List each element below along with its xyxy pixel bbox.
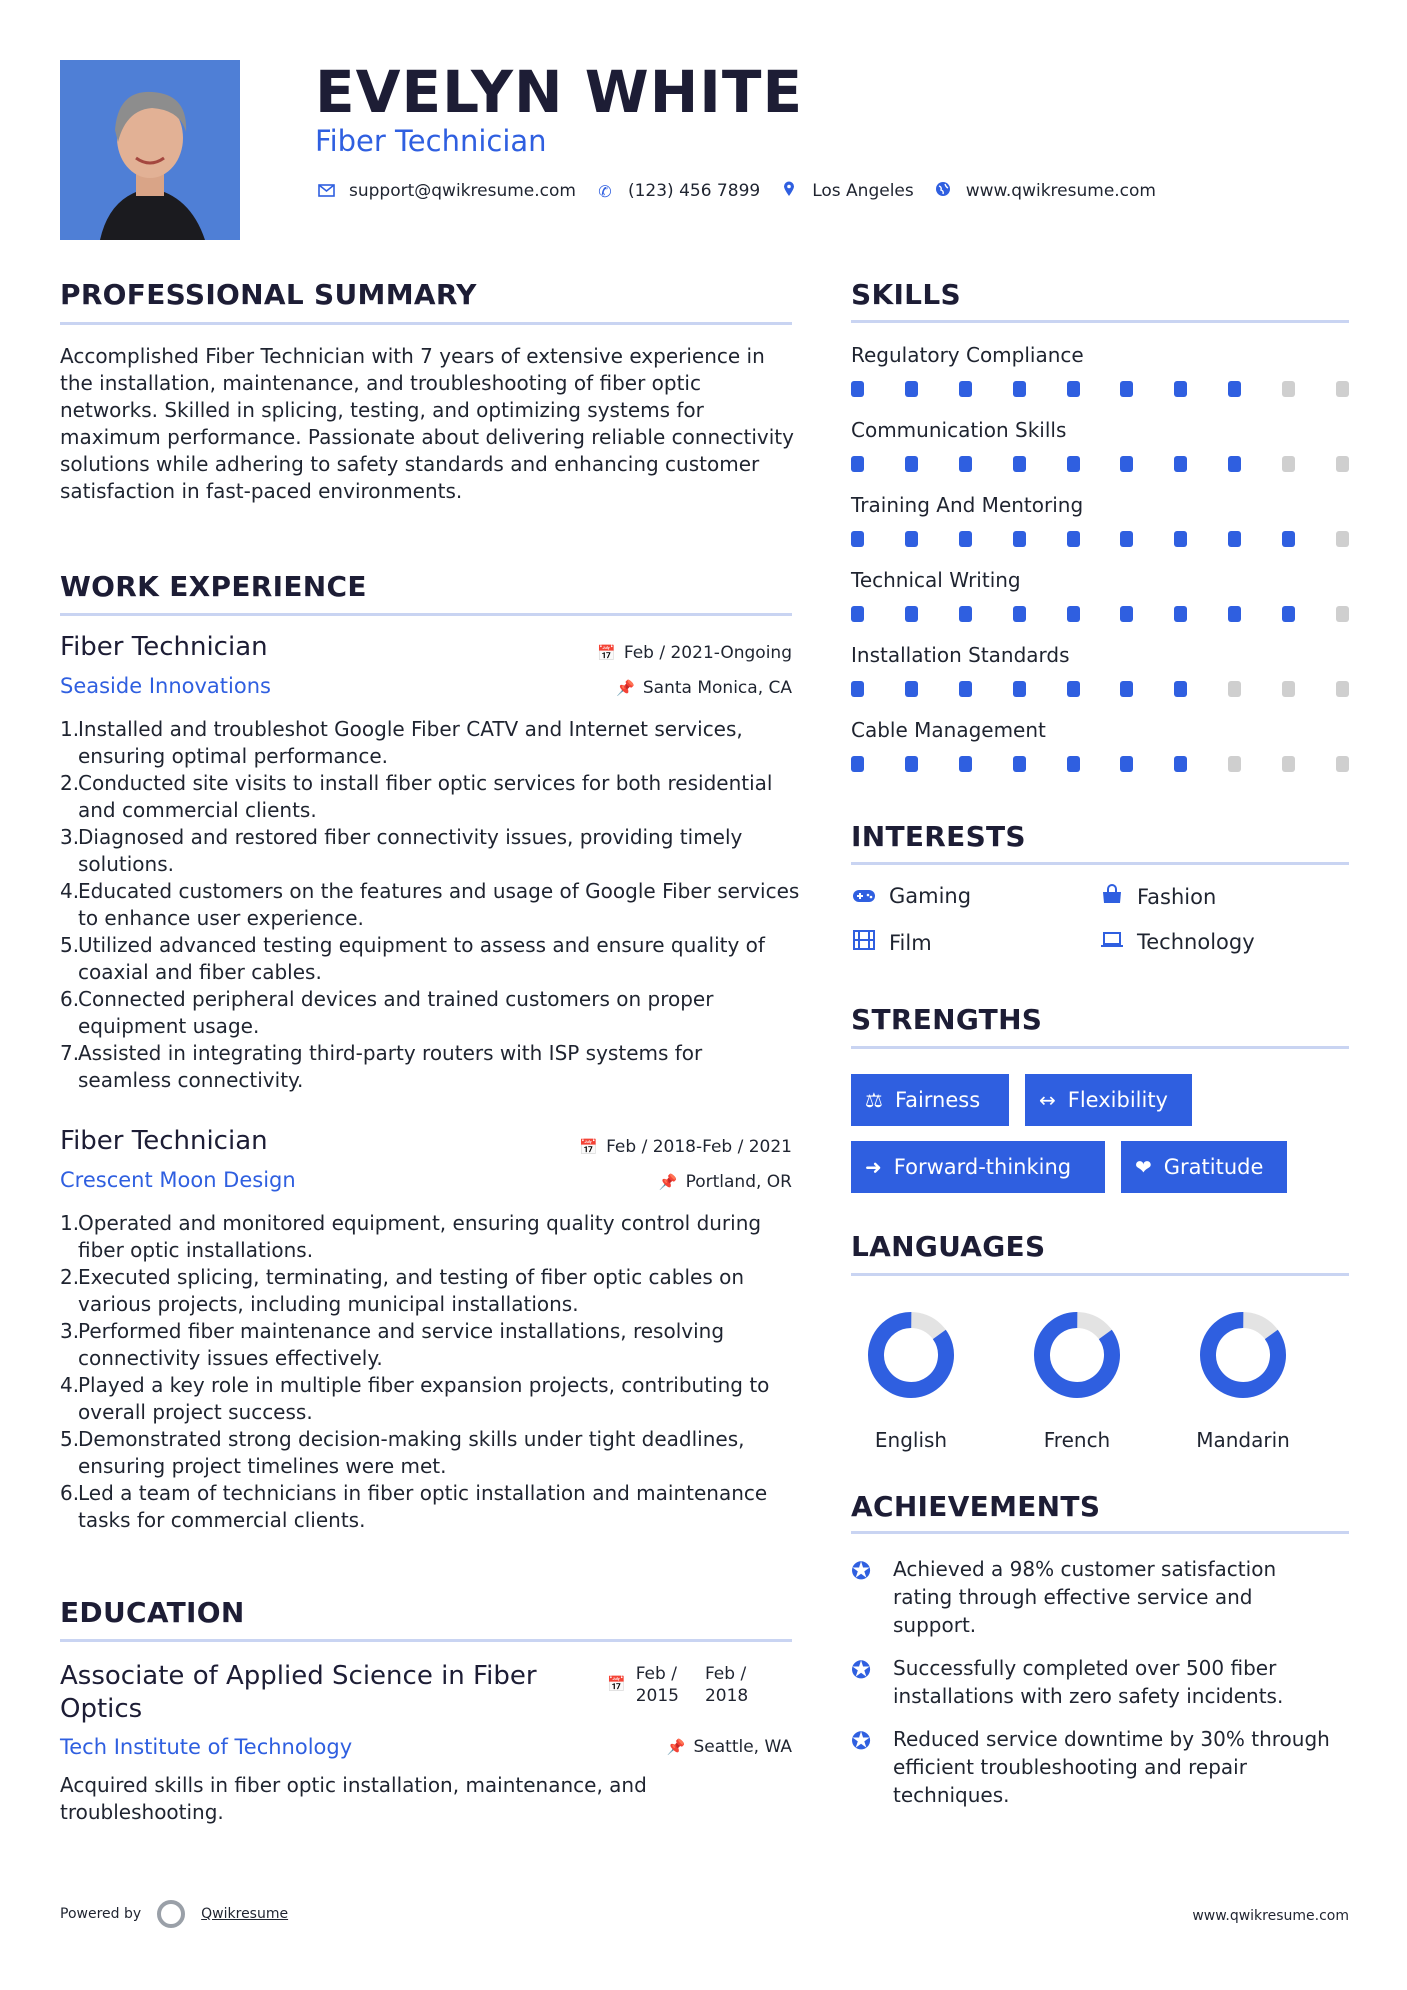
skill-dot-filled xyxy=(1067,681,1080,697)
balance-scale-icon: ⚖ xyxy=(865,1088,883,1112)
skill-dot-filled xyxy=(1013,381,1026,397)
language-donut xyxy=(1032,1310,1122,1400)
job-title: Fiber Technician xyxy=(60,632,268,662)
skill-level-dots xyxy=(851,756,1349,772)
arrow-right-icon: ➜ xyxy=(865,1155,882,1179)
list-item: Educated customers on the features and usage of Google Fiber services to enhance user experience. xyxy=(78,879,800,930)
skill-dot-filled xyxy=(959,756,972,772)
skill-dot-filled xyxy=(1120,606,1133,622)
skill-dot-empty xyxy=(1336,456,1349,472)
qwikresume-logo-icon xyxy=(157,1900,185,1928)
skill-dot-filled xyxy=(1174,756,1187,772)
list-item: Connected peripheral devices and trained customers on proper equipment usage. xyxy=(78,987,714,1038)
skill-dot-empty xyxy=(1336,681,1349,697)
skill-dot-filled xyxy=(905,531,918,547)
list-item: Demonstrated strong decision-making skills under tight deadlines, ensuring project timelines were met. xyxy=(78,1427,745,1478)
strength-badge: ❤ Gratitude xyxy=(1121,1141,1287,1193)
skill-dot-filled xyxy=(959,456,972,472)
heart-icon: ❤ xyxy=(1135,1155,1152,1179)
skill-name: Regulatory Compliance xyxy=(851,343,1084,367)
skill-level-dots xyxy=(851,681,1349,697)
achievements-rule xyxy=(851,1531,1349,1534)
experience-heading: WORK EXPERIENCE xyxy=(60,570,367,603)
skill-dot-empty xyxy=(1282,756,1295,772)
list-item: Performed fiber maintenance and service installations, resolving connectivity issues effectively. xyxy=(78,1319,725,1370)
skill-level-dots xyxy=(851,531,1349,547)
profile-photo xyxy=(60,60,240,240)
education-school: Tech Institute of Technology xyxy=(60,1735,353,1759)
summary-text: Accomplished Fiber Technician with 7 years of extensive experience in the installation, maintenance, and troubleshooting of fiber optic networks. Skilled in splicing, testing, and optimizing systems for maximum performance. Passionate about delivering reliable connectivity solutions while adhering to safety standards and enhancing customer satisfaction in fast-paced environments. xyxy=(60,344,794,503)
job-location: 📌 Portland, OR xyxy=(658,1172,792,1192)
film-icon xyxy=(851,930,877,955)
skill-dot-filled xyxy=(905,606,918,622)
interest-item: Film xyxy=(851,930,932,955)
skill-dot-filled xyxy=(851,681,864,697)
laptop-icon xyxy=(1099,930,1125,954)
skill-dot-empty xyxy=(1336,531,1349,547)
interest-item: Fashion xyxy=(1099,884,1216,909)
skill-dot-filled xyxy=(1120,531,1133,547)
skill-dot-filled xyxy=(1282,606,1295,622)
education-rule xyxy=(60,1639,792,1642)
strength-badge: ↔ Flexibility xyxy=(1025,1074,1192,1126)
education-location: 📌 Seattle, WA xyxy=(666,1737,792,1757)
language-donut xyxy=(1198,1310,1288,1400)
star-icon: ✪ xyxy=(851,1656,872,1684)
skill-dot-filled xyxy=(851,606,864,622)
skill-name: Training And Mentoring xyxy=(851,493,1084,517)
job-company: Crescent Moon Design xyxy=(60,1168,296,1192)
list-item: Executed splicing, terminating, and testing of fiber optic cables on various projects, including municipal installations. xyxy=(78,1265,745,1316)
skill-dot-filled xyxy=(1228,606,1241,622)
list-item: Led a team of technicians in fiber optic installation and maintenance tasks for commercial clients. xyxy=(78,1481,768,1532)
languages-heading: LANGUAGES xyxy=(851,1230,1046,1263)
skill-dot-filled xyxy=(1013,606,1026,622)
job-dates: 📅 Feb / 2021-Ongoing xyxy=(597,643,792,663)
contact-location: Los Angeles xyxy=(778,181,914,201)
skill-dot-filled xyxy=(851,531,864,547)
pushpin-icon: 📌 xyxy=(658,1173,678,1191)
strengths-rule xyxy=(851,1046,1349,1049)
skill-dot-filled xyxy=(1120,681,1133,697)
education-dates: 📅 Feb / 2015 Feb / 2018 xyxy=(607,1664,749,1706)
list-item: Conducted site visits to install fiber optic services for both residential and commercial clients. xyxy=(78,771,773,822)
education-description: Acquired skills in fiber optic installation, maintenance, and troubleshooting. xyxy=(60,1773,647,1824)
education-heading: EDUCATION xyxy=(60,1596,245,1629)
skill-dot-filled xyxy=(1067,756,1080,772)
achievement-item: ✪ Achieved a 98% customer satisfaction rating through effective service and support. xyxy=(851,1557,1277,1637)
skill-dot-empty xyxy=(1228,756,1241,772)
strengths-heading: STRENGTHS xyxy=(851,1003,1043,1036)
skill-dot-filled xyxy=(851,456,864,472)
list-item: Operated and monitored equipment, ensuring quality control during fiber optic installations. xyxy=(78,1211,762,1262)
job-location: 📌 Santa Monica, CA xyxy=(616,678,792,698)
skill-dot-filled xyxy=(1120,756,1133,772)
strength-badge: ➜ Forward-thinking xyxy=(851,1141,1105,1193)
strength-badge: ⚖ Fairness xyxy=(851,1074,1009,1126)
skills-heading: SKILLS xyxy=(851,278,961,311)
candidate-title: Fiber Technician xyxy=(315,124,547,158)
skill-level-dots xyxy=(851,606,1349,622)
contact-email[interactable]: support@qwikresume.com xyxy=(315,181,576,201)
skill-dot-filled xyxy=(959,381,972,397)
skill-dot-filled xyxy=(1067,456,1080,472)
pushpin-icon: 📌 xyxy=(666,1738,686,1756)
list-item: Played a key role in multiple fiber expansion projects, contributing to overall project success. xyxy=(78,1373,770,1424)
footer-website-link[interactable]: www.qwikresume.com xyxy=(1192,1908,1349,1924)
skill-dot-empty xyxy=(1282,381,1295,397)
skill-dot-filled xyxy=(1174,681,1187,697)
skill-dot-filled xyxy=(1120,381,1133,397)
calendar-icon: 📅 xyxy=(607,1675,626,1693)
language-donut xyxy=(866,1310,956,1400)
star-icon: ✪ xyxy=(851,1727,872,1755)
language-name: French xyxy=(1043,1428,1111,1452)
list-item: Assisted in integrating third-party routers with ISP systems for seamless connectivity. xyxy=(78,1041,703,1092)
skill-dot-filled xyxy=(1228,531,1241,547)
language-item xyxy=(1163,1310,1323,1452)
languages-rule xyxy=(851,1273,1349,1276)
skill-dot-filled xyxy=(905,681,918,697)
summary-heading: PROFESSIONAL SUMMARY xyxy=(60,278,477,311)
candidate-name: EVELYN WHITE xyxy=(315,58,804,126)
map-pin-icon xyxy=(778,181,800,201)
skill-dot-filled xyxy=(905,756,918,772)
pushpin-icon: 📌 xyxy=(616,679,635,697)
language-name: English xyxy=(874,1428,948,1452)
interest-item: Technology xyxy=(1099,930,1255,954)
skill-dot-filled xyxy=(1174,531,1187,547)
experience-rule xyxy=(60,613,792,616)
skill-dot-filled xyxy=(1174,381,1187,397)
skill-name: Installation Standards xyxy=(851,643,1070,667)
skill-name: Communication Skills xyxy=(851,418,1067,442)
skill-name: Technical Writing xyxy=(851,568,1021,592)
skill-dot-filled xyxy=(851,756,864,772)
interest-item: Gaming xyxy=(851,884,971,908)
job-duties-list xyxy=(60,716,800,1094)
calendar-icon: 📅 xyxy=(579,1138,599,1156)
achievement-item: ✪ Successfully completed over 500 fiber installations with zero safety incidents. xyxy=(851,1656,1284,1708)
envelope-icon xyxy=(315,182,337,201)
interests-rule xyxy=(851,862,1349,865)
arrows-horizontal-icon: ↔ xyxy=(1039,1088,1056,1112)
skill-dot-filled xyxy=(1228,381,1241,397)
job-title: Fiber Technician xyxy=(60,1126,268,1156)
contact-phone[interactable]: ✆ (123) 456 7899 xyxy=(594,181,760,201)
skill-dot-filled xyxy=(1174,606,1187,622)
job-dates: 📅 Feb / 2018-Feb / 2021 xyxy=(579,1137,792,1157)
skill-dot-empty xyxy=(1282,681,1295,697)
skill-dot-empty xyxy=(1336,606,1349,622)
interests-heading: INTERESTS xyxy=(851,820,1026,853)
skill-dot-filled xyxy=(1228,456,1241,472)
footer-powered-by: Powered by Qwikresume xyxy=(60,1900,288,1928)
skill-dot-filled xyxy=(1013,681,1026,697)
contact-bar xyxy=(315,181,1174,201)
language-name: Mandarin xyxy=(1196,1428,1290,1452)
skill-dot-filled xyxy=(1120,456,1133,472)
skill-dot-filled xyxy=(1013,456,1026,472)
footer-brand-link[interactable]: Qwikresume xyxy=(201,1906,289,1922)
job-duties-list xyxy=(60,1210,800,1534)
donut-fill xyxy=(1032,1310,1122,1400)
donut-fill xyxy=(1198,1310,1288,1400)
skill-dot-filled xyxy=(905,456,918,472)
star-icon: ✪ xyxy=(851,1557,872,1585)
skill-dot-filled xyxy=(1282,531,1295,547)
shopping-bag-icon xyxy=(1099,884,1125,909)
list-item: Installed and troubleshot Google Fiber CATV and Internet services, ensuring optimal performance. xyxy=(78,717,743,768)
globe-icon xyxy=(932,181,954,201)
skill-dot-empty xyxy=(1336,381,1349,397)
skill-dot-filled xyxy=(851,381,864,397)
skill-dot-empty xyxy=(1336,756,1349,772)
skills-rule xyxy=(851,320,1349,323)
language-item xyxy=(997,1310,1157,1452)
skill-level-dots xyxy=(851,381,1349,397)
calendar-icon: 📅 xyxy=(597,644,616,662)
list-item: Utilized advanced testing equipment to assess and ensure quality of coaxial and fiber cables. xyxy=(78,933,765,984)
phone-icon: ✆ xyxy=(598,181,612,201)
skill-dot-filled xyxy=(1174,456,1187,472)
skill-dot-filled xyxy=(959,606,972,622)
skill-dot-filled xyxy=(959,531,972,547)
skill-dot-empty xyxy=(1282,456,1295,472)
list-item: Diagnosed and restored fiber connectivity issues, providing timely solutions. xyxy=(78,825,743,876)
skill-dot-filled xyxy=(959,681,972,697)
language-item xyxy=(831,1310,991,1452)
skill-dot-filled xyxy=(1067,531,1080,547)
skill-dot-empty xyxy=(1228,681,1241,697)
skill-dot-filled xyxy=(1013,756,1026,772)
skill-level-dots xyxy=(851,456,1349,472)
job-company: Seaside Innovations xyxy=(60,674,271,698)
gamepad-icon xyxy=(851,884,877,908)
achievement-item: ✪ Reduced service downtime by 30% through efficient troubleshooting and repair techniques. xyxy=(851,1727,1330,1807)
contact-website[interactable]: www.qwikresume.com xyxy=(932,181,1156,201)
skill-dot-filled xyxy=(905,381,918,397)
donut-fill xyxy=(866,1310,956,1400)
achievements-heading: ACHIEVEMENTS xyxy=(851,1490,1101,1523)
education-degree: Associate of Applied Science in Fiber Optics xyxy=(60,1661,537,1724)
skill-dot-filled xyxy=(1067,381,1080,397)
summary-rule xyxy=(60,322,792,325)
skill-name: Cable Management xyxy=(851,718,1046,742)
skill-dot-filled xyxy=(1067,606,1080,622)
skill-dot-filled xyxy=(1013,531,1026,547)
